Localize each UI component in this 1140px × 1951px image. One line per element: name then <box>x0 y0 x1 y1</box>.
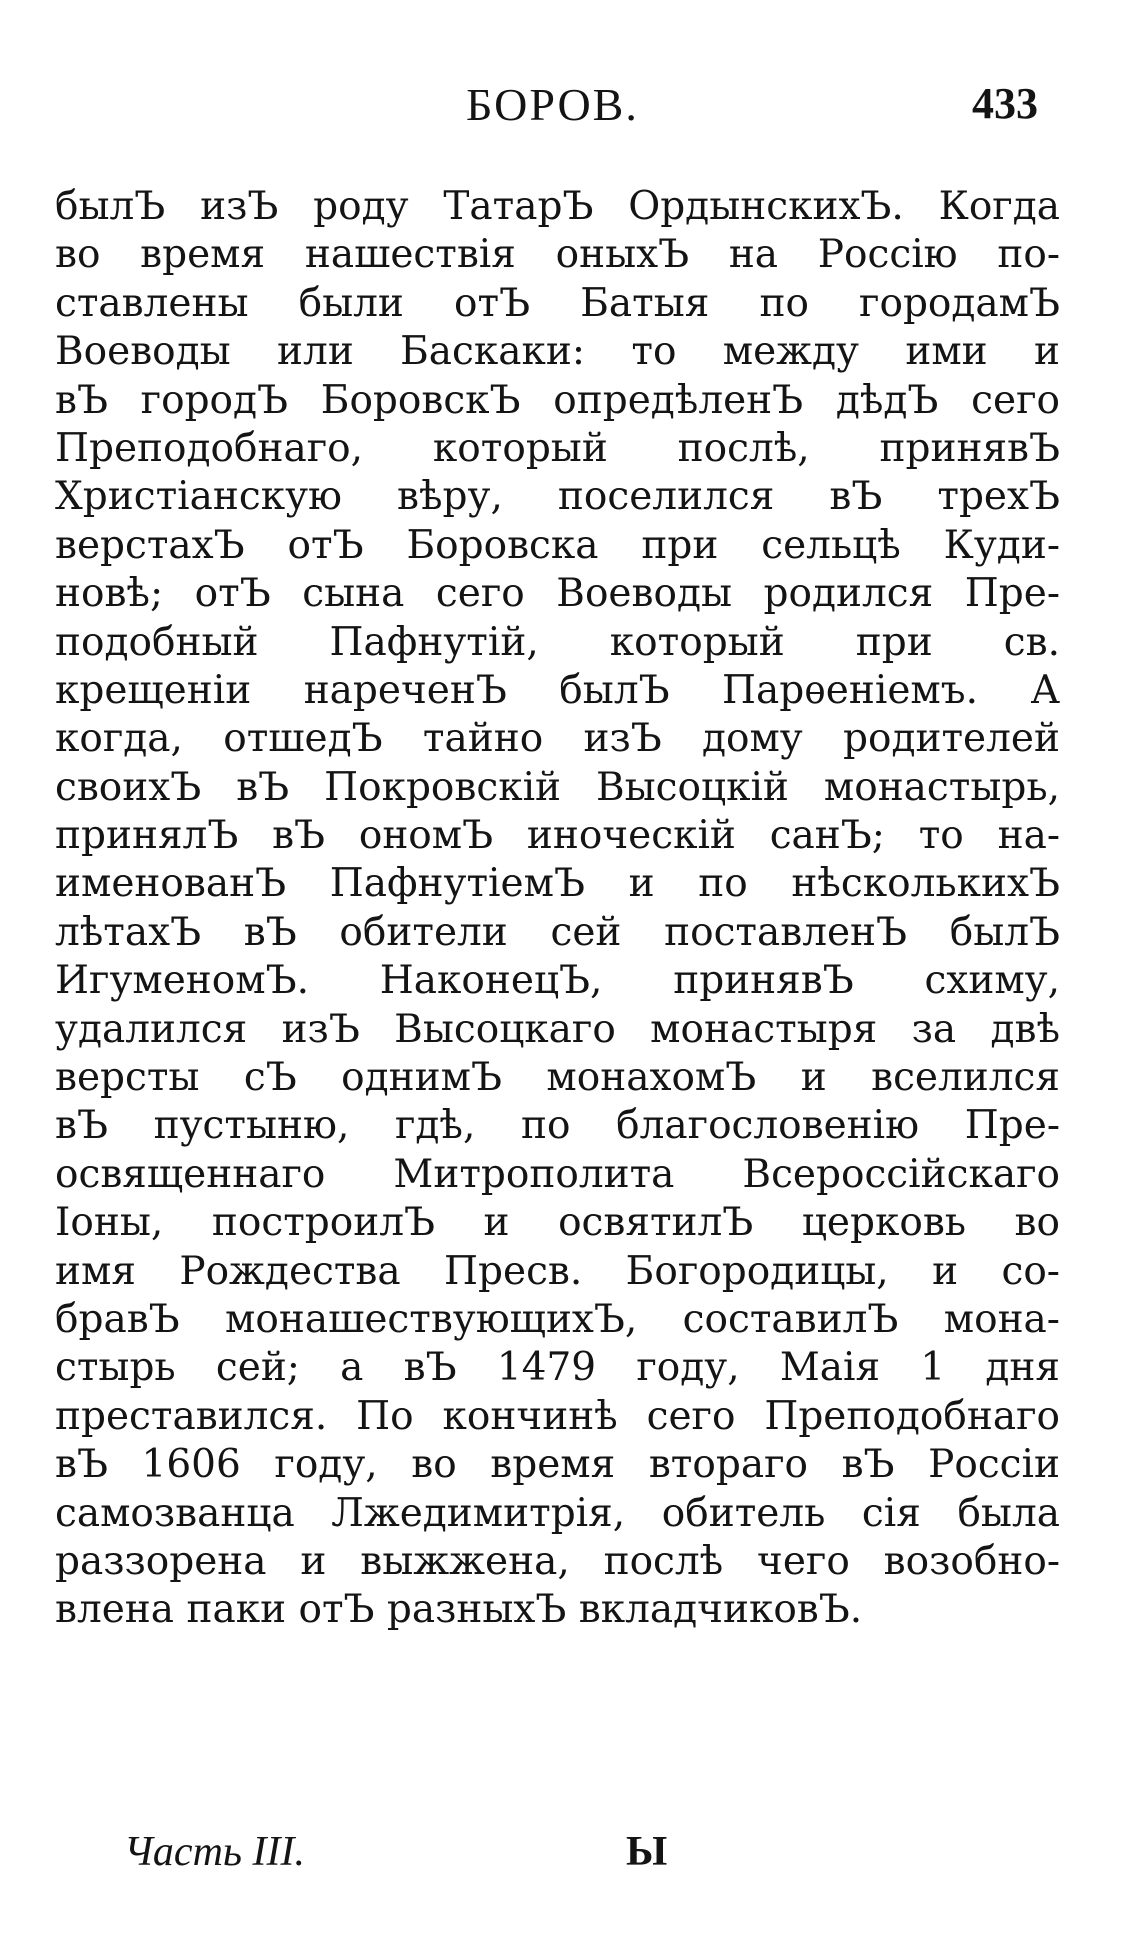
text-line: бравЪ монашествующихЪ, составилЪ мона- <box>55 1296 1060 1342</box>
text-line: имя Рождества Пресв. Богородицы, и со- <box>55 1248 1060 1294</box>
part-label: Часть III. <box>124 1829 305 1875</box>
text-line: Іоны, построилЪ и освятилЪ церковь во <box>55 1200 1060 1246</box>
text-line: Преподобнаго, который послѣ, принявЪ <box>55 425 1060 471</box>
text-line: ставлены были отЪ Батыя по городамЪ <box>55 280 1060 326</box>
running-head <box>0 78 1140 148</box>
text-line: былЪ изЪ роду ТатарЪ ОрдынскихЪ. Когда <box>55 184 1060 229</box>
page-number: 433 <box>972 79 1038 128</box>
running-head-title: БОРОВ. <box>466 79 639 130</box>
text-line: стырь сей; а вЪ 1479 году, Маія 1 дня <box>55 1345 1060 1391</box>
text-line: вЪ пустыню, гдѣ, по благословенію Пре- <box>55 1103 1060 1149</box>
text-line: версты сЪ однимЪ монахомЪ и вселился <box>55 1055 1060 1101</box>
signature-mark: Ы <box>626 1829 668 1875</box>
body-text <box>55 183 1060 1635</box>
text-line: раззорена и выжжена, послѣ чего возобно- <box>55 1538 1060 1584</box>
text-line: лѣтахЪ вЪ обители сей поставленЪ былЪ <box>55 909 1060 955</box>
text-line: самозванца Лжедимитрія, обитель сія была <box>55 1490 1060 1536</box>
text-line: когда, отшедЪ тайно изЪ дому родителей <box>55 716 1060 762</box>
text-line: подобный Пафнутій, который при св. <box>55 619 1060 665</box>
text-line: Воеводы или Баскаки: то между ими и <box>55 329 1060 375</box>
text-line: именованЪ ПафнутіемЪ и по нѣсколькихЪ <box>55 861 1060 907</box>
page-footer <box>0 1828 1140 1898</box>
text-line: Христіанскую вѣру, поселился вЪ трехЪ <box>55 474 1060 520</box>
text-line: принялЪ вЪ ономЪ иноческій санЪ; то на- <box>55 813 1060 859</box>
text-line: преставился. По кончинѣ сего Преподобнаго <box>55 1393 1060 1439</box>
text-line: вЪ городЪ БоровскЪ опредѣленЪ дѣдЪ сего <box>55 377 1060 423</box>
text-line: новѣ; отЪ сына сего Воеводы родился Пре- <box>55 571 1060 617</box>
text-line: верстахЪ отЪ Боровска при сельцѣ Куди- <box>55 522 1060 568</box>
text-line: освященнаго Митрополита Всероссійскаго <box>55 1151 1060 1197</box>
text-line: крещеніи нареченЪ былЪ Парѳеніемъ. А <box>55 667 1060 713</box>
text-line: вЪ 1606 году, во время втораго вЪ Россіи <box>55 1442 1060 1488</box>
text-line: своихЪ вЪ Покровскій Высоцкій монастырь, <box>55 764 1060 810</box>
text-line: во время нашествія оныхЪ на Россію по- <box>55 232 1060 278</box>
text-line: влена паки отЪ разныхЪ вкладчиковЪ. <box>55 1587 863 1633</box>
text-line: удалился изЪ Высоцкаго монастыря за двѣ <box>55 1006 1060 1052</box>
text-line: ИгуменомЪ. НаконецЪ, принявЪ схиму, <box>55 958 1060 1004</box>
